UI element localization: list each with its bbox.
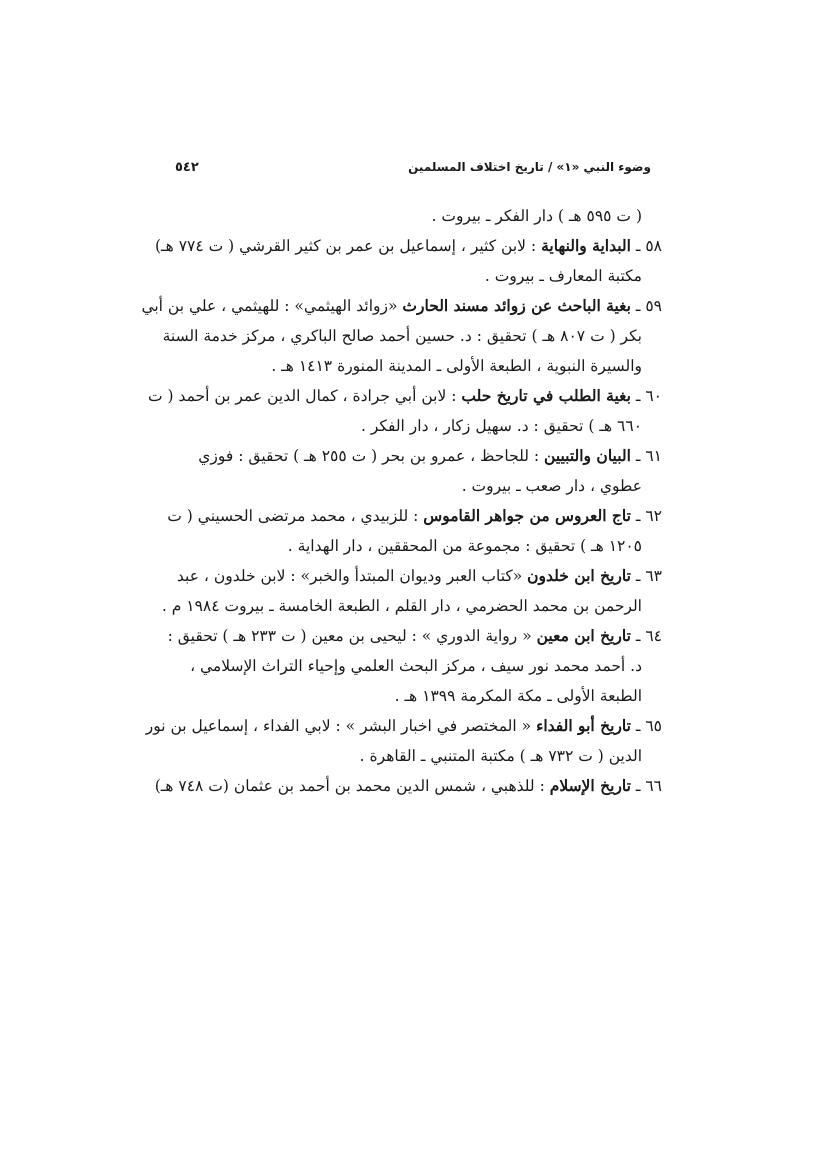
entry-number: ٦٤ ـ bbox=[630, 627, 662, 645]
entry-number: ٦٥ ـ bbox=[630, 717, 662, 735]
entry-continuation-line bbox=[168, 201, 662, 231]
entry-first-line bbox=[154, 231, 662, 261]
entry-text: : لابن كثير ، إسماعيل بن عمر بن كثير القرشي ( ت ٧٧٤ هـ) bbox=[154, 237, 542, 255]
book-title: بغية الطلب في تاريخ حلب bbox=[461, 386, 631, 405]
entry-text: والسيرة النبوية ، الطبعة الأولى ـ المدينة المنورة ١٤١٣ هـ . bbox=[271, 357, 642, 375]
entry-text: : للزبيدي ، محمد مرتضى الحسيني ( ت bbox=[167, 507, 424, 525]
entry-continuation-line bbox=[168, 411, 662, 441]
entry-text: الدين ( ت ٧٣٢ هـ ) مكتبة المتنبي ـ القاهرة . bbox=[359, 747, 642, 765]
entry-number: ٥٩ ـ bbox=[630, 297, 662, 315]
entry-first-line bbox=[141, 291, 662, 321]
bibliography-list bbox=[141, 201, 662, 801]
entry-text: « رواية الدوري » : ليحيى بن معين ( ت ٢٣٣ هـ ) تحقيق : bbox=[167, 627, 537, 645]
entry-first-line bbox=[168, 441, 662, 471]
entry-text: «زوائد الهيثمي» : للهيثمي ، علي بن أبي bbox=[141, 297, 403, 315]
entry-number: ٦٠ ـ bbox=[630, 387, 662, 405]
entry-number: ٦٢ ـ bbox=[630, 507, 662, 525]
header-title: وضوء النبي «١» / تاريخ اختلاف المسلمين bbox=[408, 160, 651, 174]
entry-text: ١٢٠٥ هـ ) تحقيق : مجموعة من المحققين ، دار الهداية . bbox=[287, 537, 642, 555]
entry-text: ( ت ٥٩٥ هـ ) دار الفكر ـ بيروت . bbox=[431, 207, 642, 225]
entry-continuation-line bbox=[168, 681, 662, 711]
entry-first-line bbox=[147, 381, 662, 411]
entry-text: ٦٦٠ هـ ) تحقيق : د. سهيل زكار ، دار الفكر . bbox=[361, 417, 642, 435]
entry-text: : للجاحظ ، عمرو بن بحر ( ت ٢٥٥ هـ ) تحقيق : فوزي bbox=[198, 447, 545, 465]
entry-text: بكر ( ت ٨٠٧ هـ ) تحقيق : د. حسين أحمد صالح الباكري ، مركز خدمة السنة bbox=[162, 327, 642, 345]
entry-text: «كتاب العبر وديوان المبتدأ والخبر» : لابن خلدون ، عبد bbox=[176, 567, 528, 585]
book-title: تاريخ أبو الفداء bbox=[536, 716, 631, 735]
entry-text: « المختصر في اخبار البشر » : لابي الفداء ، إسماعيل بن نور bbox=[145, 717, 537, 735]
book-title: تاريخ ابن خلدون bbox=[527, 566, 631, 585]
entry-text: : لابن أبي جرادة ، كمال الدين عمر بن أحمد ( ت bbox=[147, 387, 462, 405]
book-title: البداية والنهاية bbox=[541, 236, 631, 255]
entry-continuation-line bbox=[168, 471, 662, 501]
book-title: تاريخ الإسلام bbox=[549, 776, 631, 795]
entry-number: ٥٨ ـ bbox=[630, 237, 662, 255]
book-title: تاريخ ابن معين bbox=[536, 626, 631, 645]
entry-continuation-line bbox=[168, 531, 662, 561]
entry-first-line bbox=[168, 621, 662, 651]
entry-text: مكتبة المعارف ـ بيروت . bbox=[484, 267, 642, 285]
entry-continuation-line bbox=[168, 261, 662, 291]
entry-number: ٦٣ ـ bbox=[630, 567, 662, 585]
entry-text: عطوي ، دار صعب ـ بيروت . bbox=[461, 477, 642, 495]
entry-text: : للذهبي ، شمس الدين محمد بن أحمد بن عثمان (ت ٧٤٨ هـ) bbox=[154, 777, 550, 795]
entry-first-line bbox=[168, 501, 662, 531]
page-number: ٥٤٢ bbox=[175, 159, 199, 175]
entry-first-line bbox=[168, 561, 662, 591]
book-title: البيان والتبيين bbox=[544, 446, 631, 465]
entry-continuation-line bbox=[161, 591, 662, 621]
entry-continuation-line bbox=[168, 651, 662, 681]
entry-number: ٦١ ـ bbox=[630, 447, 662, 465]
entry-continuation-line bbox=[168, 741, 662, 771]
book-title: تاج العروس من جواهر القاموس bbox=[423, 506, 631, 525]
entry-number: ٦٦ ـ bbox=[630, 777, 662, 795]
entry-continuation-line bbox=[162, 321, 662, 351]
running-header bbox=[175, 155, 651, 179]
entry-first-line bbox=[154, 771, 662, 801]
entry-first-line bbox=[145, 711, 662, 741]
entry-text: الرحمن بن محمد الحضرمي ، دار القلم ، الطبعة الخامسة ـ بيروت ١٩٨٤ م . bbox=[161, 597, 642, 615]
entry-continuation-line bbox=[168, 351, 662, 381]
entry-text: الطبعة الأولى ـ مكة المكرمة ١٣٩٩ هـ . bbox=[394, 687, 642, 705]
entry-text: د. أحمد محمد نور سيف ، مركز البحث العلمي وإحياء التراث الإسلامي ، bbox=[190, 657, 642, 675]
book-title: بغية الباحث عن زوائد مسند الحارث bbox=[402, 296, 631, 315]
